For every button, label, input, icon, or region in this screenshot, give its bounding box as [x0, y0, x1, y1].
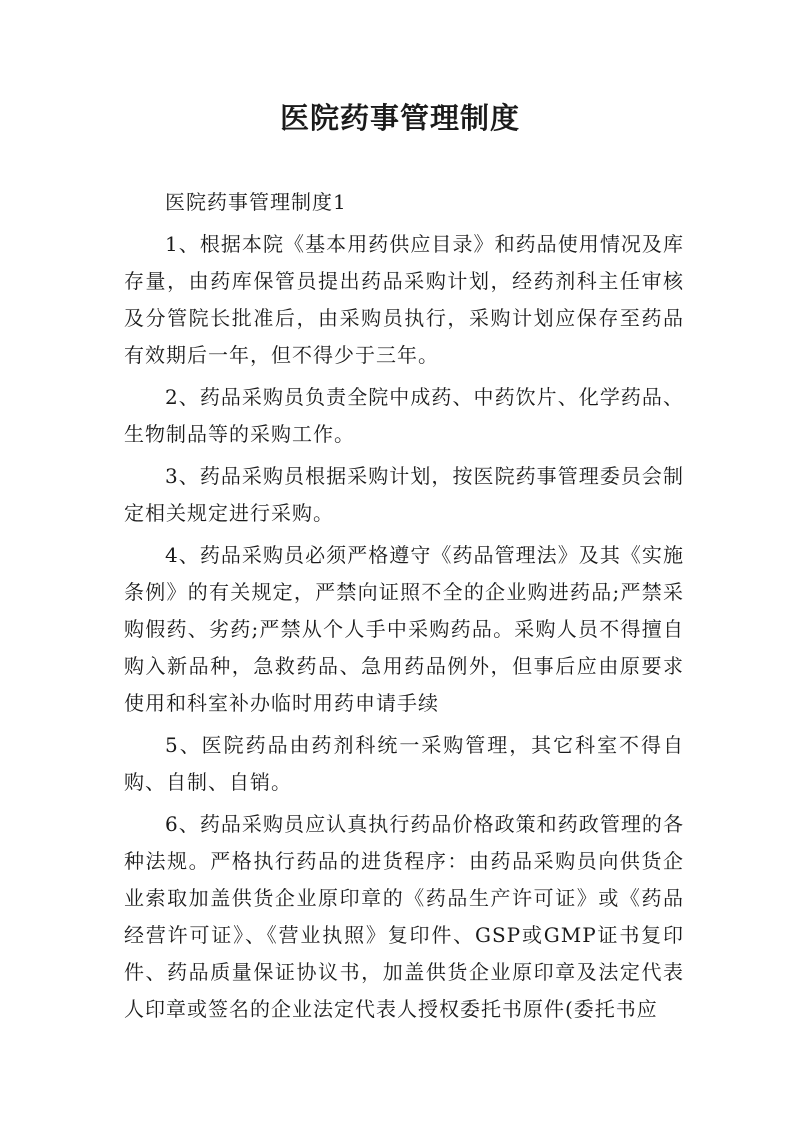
paragraph-item-4: 4、药品采购员必须严格遵守《药品管理法》及其《实施条例》的有关规定，严禁向证照不全的企业购进药品;严禁采购假药、劣药;严禁从个人手中采购药品。采购人员不得擅自购入新品种，急救药品、急用药品例外，但事后应由原要求使用和科室补办临时用药申请手续: [124, 543, 684, 715]
paragraph-item-3: 3、药品采购员根据采购计划，按医院药事管理委员会制定相关规定进行采购。: [124, 464, 684, 525]
paragraph-item-6: 6、药品采购员应认真执行药品价格政策和药政管理的各种法规。严格执行药品的进货程序：由药品采购员向供货企业索取加盖供货企业原印章的《药品生产许可证》或《药品经营许可证》、《营业执照》复印件、GSP或GMP证书复印件、药品质量保证协议书，加盖供货企业原印章及法定代表人印章或签名的企业法定代表人授权委托书原件(委托书应: [124, 812, 684, 1021]
paragraph-item-2: 2、药品采购员负责全院中成药、中药饮片、化学药品、生物制品等的采购工作。: [124, 385, 684, 446]
paragraph-heading: 医院药事管理制度1: [165, 190, 347, 214]
paragraph-item-5: 5、医院药品由药剂科统一采购管理，其它科室不得自购、自制、自销。: [124, 733, 684, 794]
document-body: [124, 184, 684, 1033]
document-title: 医院药事管理制度: [279, 101, 520, 135]
paragraph-item-1: 1、根据本院《基本用药供应目录》和药品使用情况及库存量，由药库保管员提出药品采购计划，经药剂科主任审核及分管院长批准后，由采购员执行，采购计划应保存至药品有效期后一年，但不得少于三年。: [124, 232, 684, 367]
